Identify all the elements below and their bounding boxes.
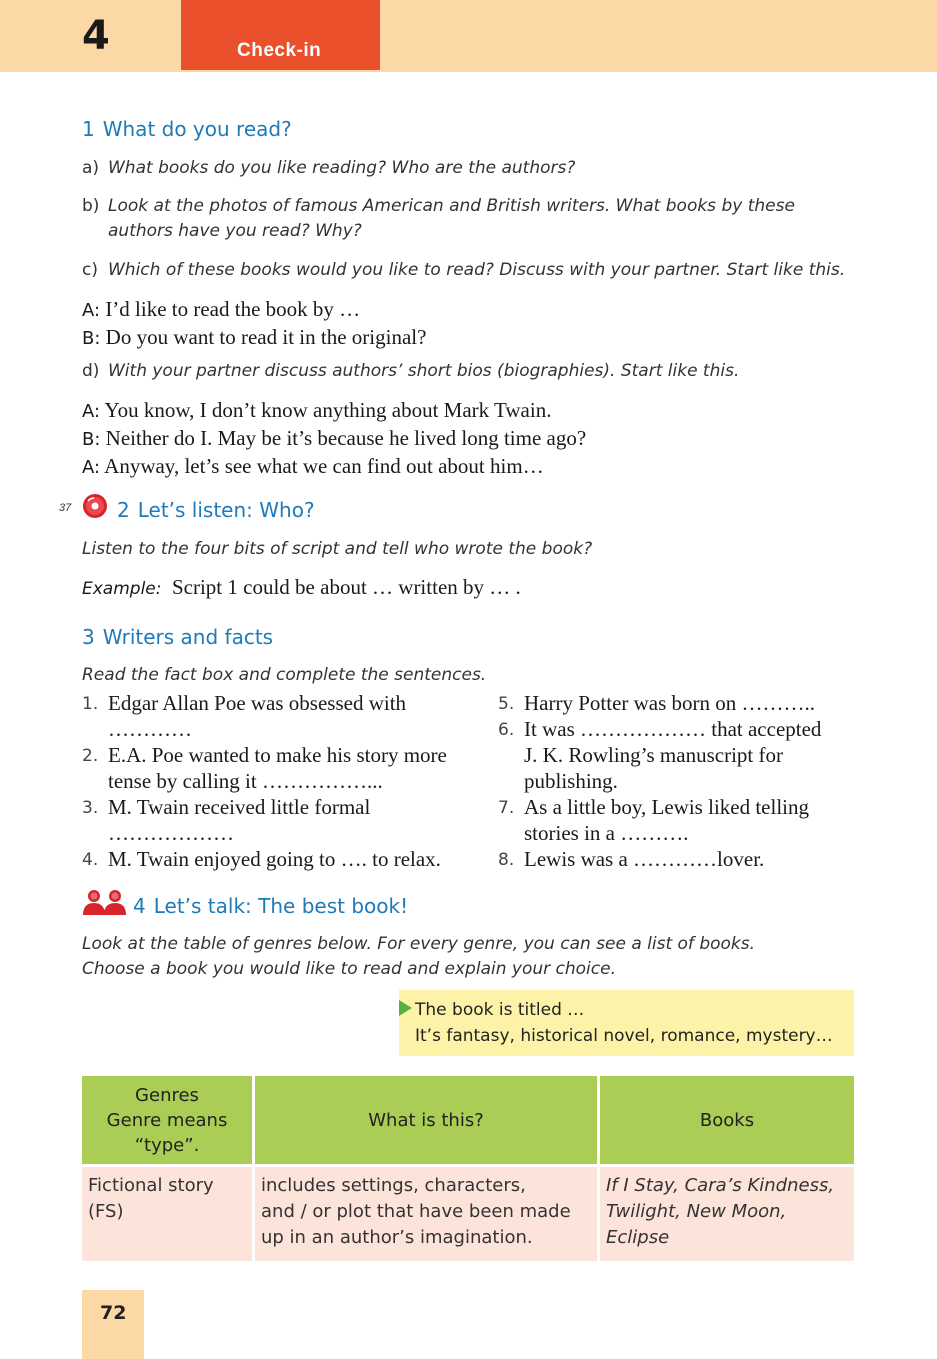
list-item [82,742,492,794]
instruction-line: Choose a book you would like to read and explain your choice. [82,959,616,979]
useful-language-line: The book is titled … [415,1000,585,1020]
dialog-text: Do you want to read it in the original? [105,325,427,349]
useful-language-line: It’s fantasy, historical novel, romance, mystery… [415,1026,833,1046]
question-text: What books do you like reading? Who are the authors? [108,158,576,178]
exercise-4-instruction [82,932,755,982]
speaker: A: [82,300,101,321]
section-tab [181,0,380,70]
useful-language-box [399,990,854,1056]
dialog-line [82,397,586,425]
question-b [82,194,795,244]
page-number-box [82,1290,144,1359]
exercise-number: 2 [117,498,130,522]
audio-track-number: 37 [59,502,72,514]
list-item [82,690,492,742]
speaker: A: [82,457,101,478]
dialog-line [82,425,586,453]
item-text-continued: J. K. Rowling’s manuscript for [524,743,783,767]
dialog-text: I’d like to read the book by … [105,297,361,321]
dialog-line [82,296,426,324]
item-text: E.A. Poe wanted to make his story more [108,743,447,767]
unit-number: 4 [82,13,110,59]
list-item [498,716,858,794]
question-c [82,258,845,283]
list-item [82,794,492,846]
table-row [82,1166,854,1262]
dialog-1 [82,296,426,352]
list-item [498,846,858,872]
question-text-continued: authors have you read? Why? [108,221,362,241]
question-d [82,359,739,384]
books-cell [599,1166,855,1262]
header-text: Genre means [106,1109,228,1131]
list-item [498,794,858,846]
dialog-text: You know, I don’t know anything about Mark Twain. [104,398,552,422]
header-text: Genres [135,1084,199,1106]
dialog-2 [82,397,586,481]
item-text-continued: publishing. [524,769,618,793]
item-text-continued: ……………… [108,821,234,845]
item-number: 6. [498,720,515,740]
column-header-what: What is this? [254,1076,599,1166]
item-text-continued: tense by calling it ……………... [108,769,383,793]
dialog-line [82,453,586,481]
question-label: b) [82,196,100,216]
description-cell [254,1166,599,1262]
genre-table [82,1076,854,1261]
example-text: Script 1 could be about … written by … . [171,575,521,599]
exercise-title: Let’s listen: Who? [137,498,315,522]
dialog-line [82,324,426,352]
item-text: Lewis was a …………lover. [524,847,765,871]
cell-text: includes settings, characters, [261,1175,526,1196]
cell-text: Fictional story [88,1175,214,1196]
exercise-title: Let’s talk: The best book! [153,894,409,918]
exercise-title: What do you read? [102,117,292,141]
item-number: 7. [498,798,515,818]
question-label: a) [82,158,100,178]
exercise-3-instruction: Read the fact box and complete the sentences. [82,665,487,685]
question-text: With your partner discuss authors’ short bios (biographies). Start like this. [108,361,740,381]
item-number: 2. [82,746,99,766]
list-item [82,846,492,872]
pair-work-icon [82,888,128,916]
item-number: 4. [82,850,99,870]
exercise-2-example [82,574,521,602]
list-item [498,690,858,716]
dialog-text: Anyway, let’s see what we can find out about him… [104,454,544,478]
item-text: As a little boy, Lewis liked telling [524,795,810,819]
question-text: Which of these books would you like to read? Discuss with your partner. Start like this. [108,260,846,280]
exercise-number: 3 [82,625,95,649]
speaker: B: [82,429,101,450]
exercise-number: 1 [82,117,95,141]
genre-cell [82,1166,254,1262]
item-text: It was ……………… that accepted [524,717,822,741]
cell-text: Twilight, New Moon, Eclipse [606,1201,787,1248]
exercise-2-heading [117,498,315,522]
unit-box [0,0,181,72]
instruction-line: Look at the table of genres below. For every genre, you can see a list of books. [82,934,756,954]
item-number: 3. [82,798,99,818]
page-number: 72 [100,1302,127,1324]
cell-text: If I Stay, Cara’s Kindness, [606,1175,835,1196]
play-arrow-icon [399,1000,412,1016]
item-number: 8. [498,850,515,870]
item-text: M. Twain received little formal [108,795,371,819]
dialog-text: Neither do I. May be it’s because he lived long time ago? [105,426,587,450]
speaker: A: [82,401,101,422]
cell-text: up in an author’s imagination. [261,1227,533,1248]
audio-cd-icon[interactable] [82,493,108,519]
question-a [82,156,575,181]
table-header-row [82,1076,854,1166]
item-text-continued: ………… [108,717,192,741]
exercise-title: Writers and facts [102,625,274,649]
column-header-genres [82,1076,254,1166]
item-number: 1. [82,694,99,714]
example-label: Example: [82,579,162,599]
exercise-number: 4 [133,894,146,918]
item-text: Harry Potter was born on ……….. [524,691,816,715]
header-text: “type”. [134,1134,200,1156]
question-label: c) [82,260,98,280]
question-label: d) [82,361,100,381]
cell-text: and / or plot that have been made [261,1201,571,1222]
cell-text: (FS) [88,1201,124,1222]
exercise-1-heading [82,117,292,141]
column-header-books: Books [599,1076,855,1166]
item-number: 5. [498,694,515,714]
item-text: Edgar Allan Poe was obsessed with [108,691,407,715]
exercise-2-instruction: Listen to the four bits of script and tell who wrote the book? [82,539,593,559]
item-text: M. Twain enjoyed going to …. to relax. [108,847,441,871]
speaker: B: [82,328,101,349]
item-text-continued: stories in a ………. [524,821,689,845]
section-tab-label: Check-in [237,40,322,61]
exercise-3-heading [82,625,273,649]
sentence-list-left [82,690,492,872]
question-text: Look at the photos of famous American and British writers. What books by these [108,196,795,216]
sentence-list-right [498,690,858,872]
exercise-4-heading [133,894,408,918]
